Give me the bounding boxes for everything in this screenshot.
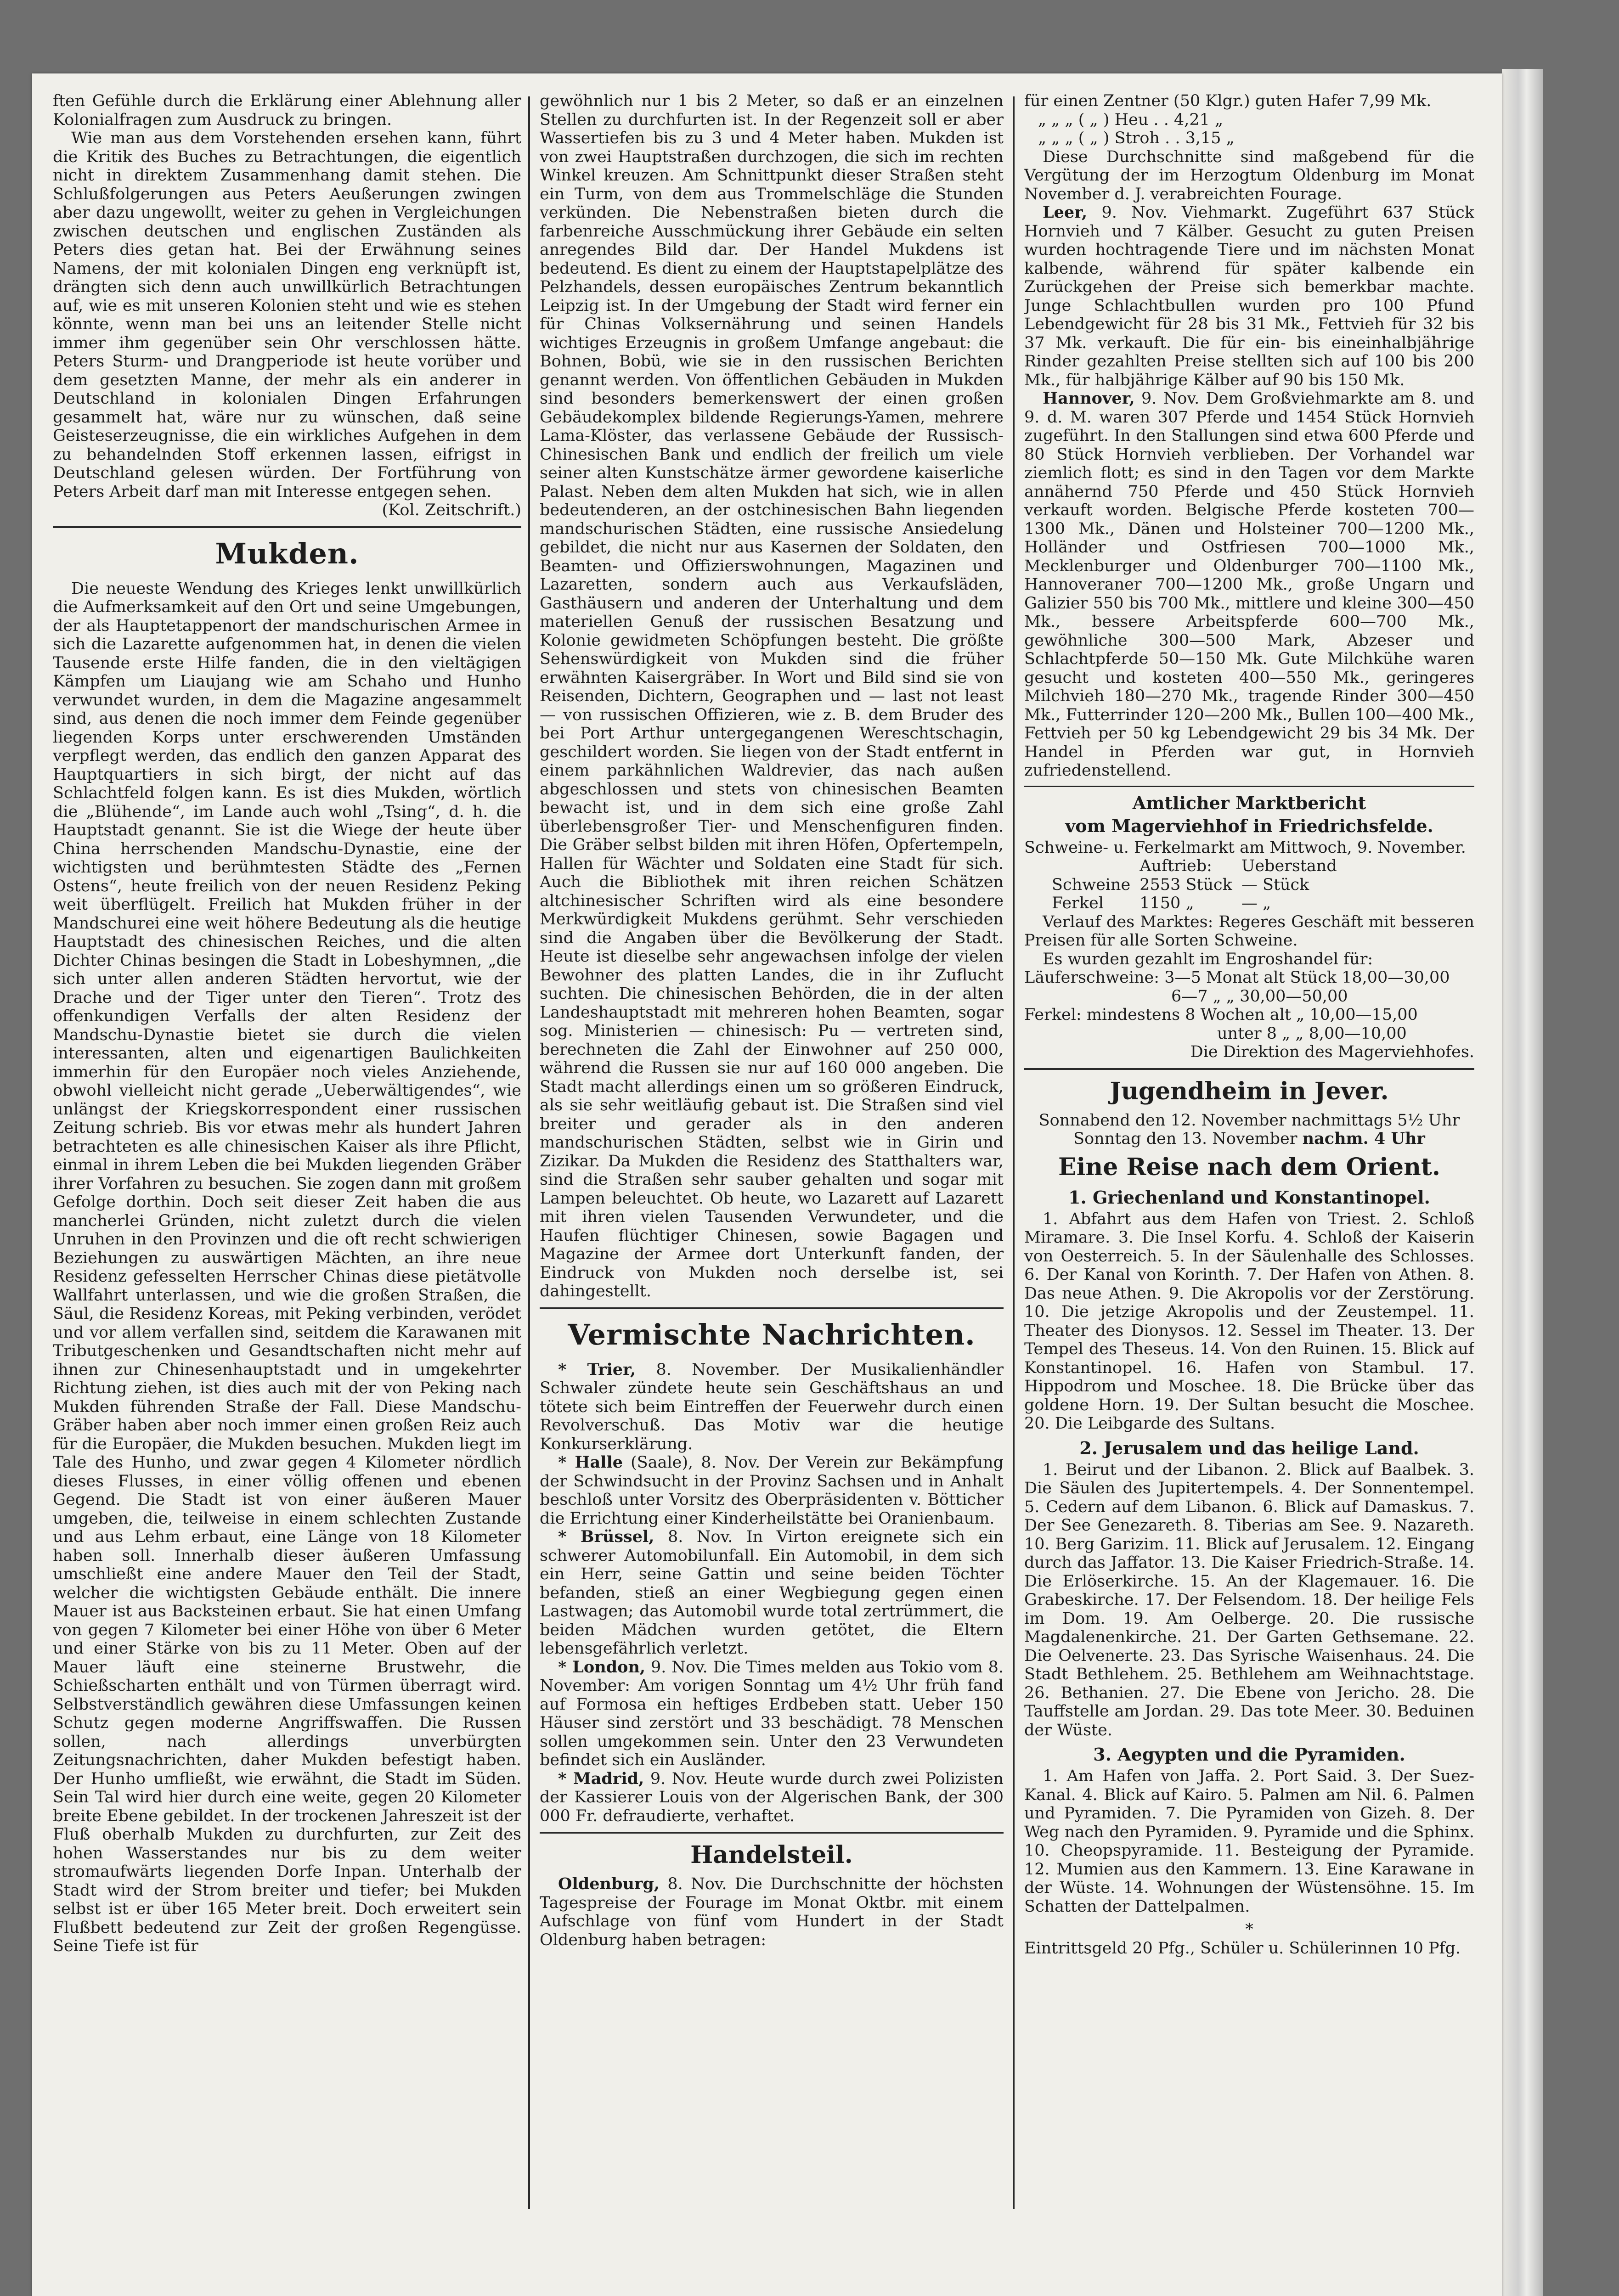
table-cell: 2553 Stück: [1140, 875, 1232, 894]
table-cell: Ferkel: [1052, 894, 1104, 912]
report-text: 9. Nov. Viehmarkt. Zugeführt 637 Stück Hornvieh und 7 Kälber. Gesucht zu guten Preisen wurden hochtragende Tiere und im nächsten Monat kalbende, während für später kalbende ein Zurückgehen der Preise sich bemerkbar machte. Junge Schlachtbullen wurden pro 100 Pfund Lebendgewicht für 28 bis 31 Mk., Fettvieh für 32 bis 37 Mk. verkauft. Die für ein- bis eineinhalbjährige Rinder gezahlten Preise stellten sich auf 100 bis 200 Mk., für halbjährige Kälber auf 90 bis 150 Mk.: [1024, 203, 1474, 389]
news-place: * Madrid,: [558, 1769, 644, 1788]
report-place: Oldenburg,: [558, 1874, 660, 1893]
jugendheim-heading: Jugendheim in Jever.: [1110, 1077, 1389, 1105]
table-cell: Ueberstand: [1241, 857, 1337, 875]
handelsteil-heading: Handelsteil.: [690, 1841, 853, 1869]
news-text: (Saale), 8. Nov. Der Verein zur Bekämpfung der Schwindsucht in der Provinz Sachsen und in Anhalt beschloß unter Vorsitz des Oberpräsidenten v. Bötticher die Errichtung einer Kinderheilstätte bei Oranienbaum.: [540, 1453, 1004, 1528]
section-divider: [540, 1307, 1004, 1309]
news-place: * Halle: [558, 1453, 623, 1472]
news-halle: [540, 1453, 1004, 1528]
jugendheim-time: nachm. 4 Uhr: [1302, 1129, 1425, 1148]
fourage-stroh: „ „ „ ( „ ) Stroh . . 3,15 „: [1038, 129, 1235, 147]
mukden-article: Die neueste Wendung des Krieges lenkt unwillkürlich die Aufmerksamkeit auf den Ort und seine Umgebungen, der als Hauptetappenort der mandschurischen Armee in sich die Lazarette aufgenommen hat, in denen die vielen Tausende erste Hilfe fanden, die in den vieltägigen Kämpfen um Liaujang wie am Schaho und Hunho verwundet wurden, in dem die Magazine angesammelt sind, aus denen die noch immer dem Feinde gegenüber liegenden Korps unter erschwerenden Umständen verpflegt werden, das endlich den ganzen Apparat des Hauptquartiers in sich birgt, der nicht auf das Schlachtfeld folgen kann. Es ist dies Mukden, wörtlich die „Blühende“, im Lande auch wohl „Tsing“, d. h. die Hauptstadt genannt. Sie ist die Wiege der heute über China herrschenden Mandschu-Dynastie, eine der wichtigsten und berühmtesten Städte des „Fernen Ostens“, heute freilich von der neuen Residenz Peking weit überflügelt. Freilich hat Mukden früher in der Mandschurei eine weit höhere Bedeutung als die heutige Hauptstadt des chinesischen Reiches, und die alten Dichter Chinas besingen die Stadt in Lobeshymnen, „die sich unter allen anderen Städten hervortut, wie der Drache und der Tiger unter den Tieren“. Trotz des offenkundigen Verfalls der alten Residenz der Mandschu-Dynastie bietet sie durch die vielen interessanten, alten und eigenartigen Baulichkeiten immerhin für den Europäer noch vieles Anziehende, obwohl vielleicht nicht gerade „Ueberwältigendes“, wie unlängst der Kriegskorrespondent einer russischen Zeitung schrieb. Bis vor etwas mehr als hundert Jahren betrachteten es alle chinesischen Kaiser als ihre Pflicht, einmal in ihrem Leben die bei Mukden liegenden Gräber ihrer Vorfahren zu besuchen. Sie zogen dann mit großem Gefolge dorthin. Doch seit dieser Zeit haben die aus mancherlei Gründen, nicht zuletzt durch die vielen Unruhen in den Provinzen und die oft recht schwierigen Beziehungen zu auswärtigen Mächten, an ihre neue Residenz gefesselten Herrscher Chinas diese pietätvolle Wallfahrt unterlassen, und wie die großen Straßen, die Säul, die Residenz Koreas, mit Peking verbinden, verödet und vor allem verfallen sind, seitdem die Karawanen mit Tributgeschenken und Gesandtschaften nicht mehr auf ihnen zur Chinesenhauptstadt und in umgekehrter Richtung ziehen, ist dies auch mit der von Peking nach Mukden führenden Straße der Fall. Diese Mandschu-Gräber haben aber noch immer einen großen Reiz auch für die Europäer, die Mukden besuchen. Mukden liegt im Tale des Hunho, und zwar gegen 4 Kilometer nördlich dieses Flusses, in einer völlig offenen und ebenen Gegend. Die Stadt ist von einer äußeren Mauer umgeben, die, teilweise in einem schlechten Zustande und aus Lehm erbaut, eine Länge von 18 Kilometer haben soll. Innerhalb dieser äußeren Umfassung umschließt eine andere Mauer den Teil der Stadt, welcher die wichtigsten Gebäude enthält. Die innere Mauer ist aus Backsteinen erbaut. Sie hat einen Umfang von gegen 7 Kilometer bei einer Höhe von über 6 Meter und einer Stärke von bis zu 11 Meter. Oben auf der Mauer läuft eine steinerne Brustwehr, die Schießscharten enthält und von Türmen überragt wird. Selbstverständlich gewähren diese Umfassungen keinen Schutz gegen moderne Angriffswaffen. Die Russen sollen, nach allerdings unverbürgten Zeitungsnachrichten, daher Mukden befestigt haben. Der Hunho umfließt, wie erwähnt, die Stadt im Süden. Sein Tal wird hier durch eine weite, gegen 20 Kilometer breite Ebene gebildet. In der trockenen Jahreszeit ist der Fluß oberhalb Mukden zu durchfurten, zur Zeit des hohen Wasserstandes nur bis zu dem weiter stromaufwärts liegenden Dorfe Inpan. Unterhalb der Stadt wird der Strom breiter und tiefer; bei Mukden selbst ist er über 165 Meter breit. Doch erweitert sein Flußbett bedeutend zur Zeit der großen Regengüsse. Seine Tiefe ist für: [53, 579, 521, 1955]
table-row: [1052, 876, 1346, 895]
price-line: Läuferschweine: 3—5 Monat alt Stück 18,00—30,00: [1024, 968, 1450, 987]
jugendheim-date-text: Sonntag den 13. November: [1073, 1130, 1297, 1148]
table-cell: Auftrieb:: [1140, 857, 1212, 875]
column-rule-2: [1013, 96, 1015, 2209]
direktion-signature: Die Direktion des Magerviehhofes.: [1190, 1043, 1474, 1061]
price-line: unter 8 „ „ 8,00—10,00: [1217, 1024, 1407, 1043]
report-place: Leer,: [1043, 203, 1088, 222]
engroshandel-line: Es wurden gezahlt im Engroshandel für:: [1043, 950, 1373, 968]
price-line: 6—7 „ „ 30,00—50,00: [1171, 987, 1348, 1006]
table-row: [1052, 894, 1346, 913]
hannover-report: [1024, 389, 1474, 780]
news-text: 9. Nov. Heute wurde durch zwei Polizisten der Kassierer Louis von der Algerischen Bank, der 300 000 Fr. defraudierte, verhaftet.: [540, 1769, 1004, 1825]
aegypten-list: 1. Am Hafen von Jaffa. 2. Port Said. 3. Der Suez-Kanal. 4. Blick auf Kairo. 5. Palmen am Nil. 6. Palmen und Pyramiden. 7. Die Pyramiden von Gizeh. 8. Der Weg nach den Pyramiden. 9. Pyramide und die Sphinx. 10. Cheopspyramide. 11. Besteigung der Pyramide. 12. Mumien aus den Kammern. 13. Eine Karawane in der Wüste. 14. Wohnungen der Wüstensöhne. 15. Im Schatten der Dattelpalmen.: [1024, 1767, 1474, 1916]
griechenland-list: 1. Abfahrt aus dem Hafen von Triest. 2. Schloß Miramare. 3. Die Insel Korfu. 4. Schloß der Kaiserin von Oesterreich. 5. In der Säulenhalle des Schlosses. 6. Der Kanal von Korinth. 7. Der Hafen von Athen. 8. Das neue Athen. 9. Die Akropolis vor der Zerstörung. 10. Die jetzige Akropolis und der Zeustempel. 11. Theater des Dionysos. 12. Sessel im Theater. 13. Der Tempel des Theseus. 14. Von den Ruinen. 15. Blick auf Konstantinopel. 16. Hafen von Stambul. 17. Hippodrom und Moschee. 18. Die Brücke über das goldene Horn. 19. Der Sultan besucht die Moschee. 20. Die Leibgarde des Sultans.: [1024, 1210, 1474, 1433]
leer-report: [1024, 203, 1474, 389]
mukden-heading: Mukden.: [215, 536, 359, 570]
report-place: Hannover,: [1043, 389, 1135, 408]
fourage-hafer: für einen Zentner (50 Klgr.) guten Hafer 7,99 Mk.: [1024, 92, 1432, 110]
col1-source: (Kol. Zeitschrift.): [382, 501, 521, 519]
column-rule-1: [528, 96, 530, 2209]
section-divider: [1024, 786, 1474, 787]
news-trier: [540, 1361, 1004, 1454]
jugendheim-date-2: [1024, 1130, 1474, 1148]
fourage-note: Diese Durchschnitte sind maßgebend für die Vergütung der im Herzogtum Oldenburg im Monat November d. J. verabreichten Fourage.: [1024, 147, 1474, 203]
jugendheim-date-1: Sonnabend den 12. November nachmittags 5½ Uhr: [1038, 1111, 1460, 1130]
section-aegypten: 3. Aegypten und die Pyramiden.: [1093, 1744, 1405, 1765]
page-stack-edge: [1502, 69, 1543, 2296]
table-cell: — „: [1241, 894, 1271, 912]
col1-paragraph-1: ften Gefühle durch die Erklärung einer Ablehnung aller Kolonialfragen zum Ausdruck zu bringen.: [53, 92, 521, 129]
section-jerusalem: 2. Jerusalem und das heilige Land.: [1079, 1437, 1419, 1458]
table-cell: — Stück: [1241, 875, 1309, 894]
news-text: 8. Nov. In Virton ereignete sich ein schwerer Automobilunfall. Ein Automobil, in dem sich ein Herr, seine Gattin und seine beiden Töchter befanden, stieß an einer Wegbiegung gegen einen Lastwagen; das Automobil wurde total zertrümmert, die beiden Mädchen wurden getötet, die Eltern lebensgefährlich verletzt.: [540, 1528, 1004, 1658]
news-text: 9. Nov. Die Times melden aus Tokio vom 8. November: Am vorigen Sonntag um 4½ Uhr früh fand auf Formosa ein heftiges Erdbeben statt. Ueber 150 Häuser sind zerstört und 33 beschädigt. 78 Menschen sollen umgekommen sein. Unter den 23 Verwundeten befindet sich ein Ausländer.: [540, 1658, 1004, 1769]
reise-title: Eine Reise nach dem Orient.: [1058, 1153, 1440, 1181]
section-divider: [1024, 1068, 1474, 1070]
section-divider: [53, 526, 521, 528]
news-place: * Trier,: [558, 1360, 636, 1379]
price-line: Ferkel: mindestens 8 Wochen alt „ 10,00—15,00: [1024, 1006, 1418, 1024]
news-bruessel: [540, 1528, 1004, 1658]
section-griechenland: 1. Griechenland und Konstantinopel.: [1068, 1187, 1430, 1208]
column-2: [540, 92, 1004, 2213]
section-divider: [540, 1832, 1004, 1834]
table-cell: Schweine: [1052, 875, 1131, 894]
marktbericht-date-line: Schweine- u. Ferkelmarkt am Mittwoch, 9. November.: [1024, 838, 1466, 857]
oldenburg-report: [540, 1875, 1004, 1949]
auftrieb-table: [1052, 857, 1346, 913]
column-3: [1024, 92, 1474, 2167]
marktverlauf: Verlauf des Marktes: Regeres Geschäft mit besseren Preisen für alle Sorten Schweine.: [1024, 912, 1474, 950]
eintrittsgeld-line: Eintrittsgeld 20 Pfg., Schüler u. Schülerinnen 10 Pfg.: [1024, 1939, 1461, 1958]
col1-paragraph-2: Wie man aus dem Vorstehenden ersehen kann, führt die Kritik des Buches zu Betrachtungen, die eigentlich nicht in direktem Zusammenhang damit stehen. Die Schlußfolgerungen aus Peters Aeußerungen zwingen aber dazu ungewollt, weiter zu gehen in Vergleichungen zwischen deutschen und englischen Zuständen als Peters dies getan hat. Bei der Erwähnung seines Namens, der mit kolonialen Dingen eng verknüpft ist, drängten sich denn auch unwillkürlich Betrachtungen auf, wie es mit unseren Kolonien steht und wie es stehen könnte, wenn man bei uns an leitender Stelle nicht immer ihm gegenüber sein Ohr verschlossen hätte. Peters Sturm- und Drangperiode ist heute vorüber und dem gesetzten Manne, der mehr als ein anderer in Deutschland in kolonialen Dingen Erfahrungen gesammelt hat, wäre nur zu wünschen, daß seine Geisteserzeugnisse, die ein wirkliches Aufgehen in dem zu behandelnden Stoff erkennen lassen, eifrigst in Deutschland gelesen würden. Der Fortführung von Peters Arbeit darf man mit Interesse entgegen sehen.: [53, 129, 521, 501]
report-text: 8. Nov. Die Durchschnitte der höchsten Tagespreise der Fourage im Monat Oktbr. mit einem Aufschlage von fünf vom Hundert in der Stadt Oldenburg haben betragen:: [540, 1875, 1004, 1949]
table-cell: 1150 „: [1140, 894, 1194, 912]
marktbericht-heading-1: Amtlicher Marktbericht: [1132, 792, 1366, 813]
news-place: * London,: [558, 1657, 646, 1677]
table-row: [1052, 857, 1346, 876]
news-london: [540, 1658, 1004, 1770]
news-text: 8. November. Der Musikalienhändler Schwaler zündete heute sein Geschäftshaus an und tötete sich beim Eintreffen der Feuerwehr durch einen Revolverschuß. Das Motiv war die heutige Konkurserklärung.: [540, 1360, 1004, 1453]
vermischte-heading: Vermischte Nachrichten.: [568, 1317, 976, 1351]
news-madrid: [540, 1770, 1004, 1826]
report-text: 9. Nov. Dem Großviehmarkte am 8. und 9. d. M. waren 307 Pferde und 1454 Stück Hornvieh zugeführt. In den Stallungen sind etwa 600 Pferde und 80 Stück Hornvieh verblieben. Der Vorhandel war ziemlich flott; es sind in den Tagen vor dem Markte annähernd 750 Pferde und 450 Stück Hornvieh verkauft worden. Belgische Pferde kosteten 700—1300 Mk., Dänen und Holsteiner 700—1200 Mk., Holländer und Ostfriesen 700—1000 Mk., Mecklenburger und Oldenburger 700—1100 Mk., Hannoveraner 700—1200 Mk., große Ungarn und Galizier 550 bis 700 Mk., mittlere und kleine 300—450 Mk., bessere Arbeitspferde 600—700 Mk., gewöhnliche 300—500 Mark, Abzeser und Schlachtpferde 50—150 Mk. Gute Milchkühe waren gesucht und kosteten 400—550 Mk., geringeres Milchvieh 180—270 Mk., tragende Rinder 300—450 Mk., Futterrinder 120—200 Mk., Bullen 100—400 Mk., Fettvieh per 50 kg Lebendgewicht 29 bis 34 Mk. Der Handel in Pferden war gut, in Hornvieh zufriedenstellend.: [1024, 389, 1474, 780]
fourage-heu: „ „ „ ( „ ) Heu . . 4,21 „: [1038, 110, 1224, 129]
star-separator: *: [1245, 1920, 1253, 1939]
marktbericht-heading-2: vom Magerviehhof in Friedrichsfelde.: [1065, 815, 1433, 836]
news-place: * Brüssel,: [558, 1527, 654, 1546]
mukden-article-continued: gewöhnlich nur 1 bis 2 Meter, so daß er an einzelnen Stellen zu durchfurten ist. In der Regenzeit soll er aber Wassertiefen bis zu 3 und 4 Meter haben. Mukden ist von zwei Hauptstraßen durchzogen, die sich im rechten Winkel kreuzen. Am Schnittpunkt dieser Straßen steht ein Turm, von dem aus Trommelschläge die Stunden verkünden. Die Nebenstraßen bieten durch die farbenreiche Ausschmückung ihrer Gebäude ein selten anregendes Bild dar. Der Handel Mukdens ist bedeutend. Es dient zu einem der Hauptstapelplätze des Pelzhandels, dessen europäisches Zentrum bekanntlich Leipzig ist. In der Umgebung der Stadt wird ferner ein für Chinas Volksernährung und seinen Handels wichtiges Erzeugnis in großem Umfange angebaut: die Bohnen, Bobü, wie sie in den russischen Berichten genannt werden. Von öffentlichen Gebäuden in Mukden sind besonders bemerkenswert der einen großen Gebäudekomplex bildende Regierungs-Yamen, mehrere Lama-Klöster, das verlassene Gebäude der Russisch-Chinesischen Bank und endlich der freilich um viele seiner alten Kunstschätze ärmer gewordene kaiserliche Palast. Neben dem alten Mukden hat sich, wie in allen bedeutenderen, an der ostchinesischen Bahn liegenden mandschurischen Städten, eine russische Ansiedelung gebildet, die nicht nur aus Kasernen der Soldaten, den Beamten- und Offizierswohnungen, Magazinen und Lazaretten, sondern auch aus Verkaufsläden, Gasthäusern und anderen der Unterhaltung und dem materiellen Genuß der russischen Besatzung und Kolonie gewidmeten Schöpfungen besteht. Die größte Sehenswürdigkeit von Mukden sind die früher erwähnten Kaisergräber. In Wort und Bild sind sie von Reisenden, Dichtern, Geographen und — last not least — von russischen Offizieren, wie z. B. dem Bruder des bei Port Arthur untergegangenen Wereschtschagin, geschildert worden. Sie liegen von der Stadt entfernt in einem parkähnlichen Waldrevier, das nach außen abgeschlossen und stets von chinesischen Beamten bewacht ist, und in dem sich eine große Zahl überlebensgroßer Tier- und Menschenfiguren finden. Die Gräber selbst bilden mit ihren Höfen, Opfertempeln, Hallen für Wächter und Soldaten eine Stadt für sich. Auch die Bibliothek mit ihren reichen Schätzen altchinesischer Schriften wird als eine besondere Merkwürdigkeit Mukdens gerühmt. Sehr verschieden sind die Angaben über die Bevölkerung der Stadt. Heute ist dieselbe sehr angewachsen infolge der vielen Bewohner des platten Landes, die in ihr Zuflucht suchten. Die chinesischen Behörden, die in der alten Landeshauptstadt mit mehreren hohen Beamten, sogar sog. Ministerien — chinesisch: Pu — vertreten sind, berechneten die Zahl der Einwohner auf 250 000, während die Russen sie nur auf 160 000 angeben. Die Stadt macht allerdings einen um so größeren Eindruck, als sie sehr weitläufig gebaut ist. Die Straßen sind viel breiter und gerader als in den anderen mandschurischen Städten, selbst wie in Girin und Zizikar. Da Mukden die Residenz des Statthalters war, sind die Straßen sehr sauber gehalten und sogar mit Lampen beleuchtet. Ob heute, wo Lazarett auf Lazarett mit ihren vielen Tausenden Verwundeter, und die Haufen flüchtiger Chinesen, sowie Bagagen und Magazine der Armee dort Unterkunft fanden, der Eindruck von Mukden noch derselbe ist, sei dahingestellt.: [540, 92, 1004, 1300]
column-1: [53, 92, 521, 2213]
jerusalem-list: 1. Beirut und der Libanon. 2. Blick auf Baalbek. 3. Die Säulen des Jupitertempels. 4. Der Sonnentempel. 5. Cedern auf dem Libanon. 6. Blick auf Damaskus. 7. Der See Genezareth. 8. Tiberias am See. 9. Nazareth. 10. Berg Garizim. 11. Blick auf Jerusalem. 12. Eingang durch das Jaffator. 13. Die Kaiser Friedrich-Straße. 14. Die Erlöserkirche. 15. An der Klagemauer. 16. Die Grabeskirche. 17. Der Felsendom. 18. Der heilige Fels im Dom. 19. Am Oelberge. 20. Die russische Magdalenenkirche. 21. Der Garten Gethsemane. 22. Die Oelvenerte. 23. Das Syrische Waisenhaus. 24. Die Stadt Bethlehem. 25. Bethlehem am Weihnachtstage. 26. Bethanien. 27. Die Ebene von Jericho. 28. Die Tauffstelle am Jordan. 29. Das tote Meer. 30. Beduinen der Wüste.: [1024, 1460, 1474, 1739]
